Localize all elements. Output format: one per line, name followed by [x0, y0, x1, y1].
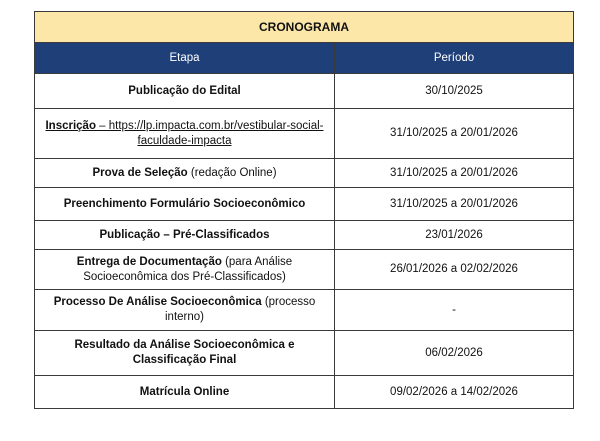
periodo-cell: 06/02/2026	[335, 331, 574, 376]
table-row	[35, 74, 574, 109]
periodo-cell: 31/10/2025 a 20/01/2026	[335, 188, 574, 221]
etapa-detail: (para Análise Socioeconômica dos Pré-Classificados)	[83, 255, 293, 283]
table-row	[35, 159, 574, 188]
etapa-label: Processo De Análise Socioeconômica	[53, 296, 262, 308]
registration-link[interactable]: – https://lp.impacta.com.br/vestibular-social-faculdade-impacta	[95, 119, 324, 147]
etapa-cell	[35, 250, 335, 290]
table-row	[35, 250, 574, 290]
etapa-label: Publicação do Edital	[128, 84, 241, 97]
etapa-label: Matrícula Online	[139, 385, 230, 398]
etapa-cell	[35, 159, 335, 188]
etapa-cell	[35, 290, 335, 331]
etapa-cell	[35, 188, 335, 221]
etapa-label: Preenchimento Formulário Socioeconômico	[63, 197, 306, 210]
periodo-cell: -	[335, 290, 574, 331]
etapa-cell	[35, 331, 335, 376]
periodo-cell: 23/01/2026	[335, 221, 574, 250]
schedule-table	[34, 11, 574, 409]
etapa-label: Entrega de Documentação	[76, 255, 222, 268]
table-title-row	[35, 12, 574, 43]
table-row	[35, 331, 574, 376]
etapa-label: Resultado da Análise Socioeconômica e Classificação Final	[74, 339, 295, 366]
table-title: CRONOGRAMA	[35, 12, 574, 43]
periodo-cell: 26/01/2026 a 02/02/2026	[335, 250, 574, 290]
table-row	[35, 290, 574, 331]
periodo-cell: 30/10/2025	[335, 74, 574, 109]
header-row	[35, 43, 574, 74]
etapa-cell	[35, 74, 335, 109]
header-periodo: Período	[335, 43, 574, 74]
etapa-cell	[35, 221, 335, 250]
table-row	[35, 376, 574, 409]
etapa-label: Inscrição	[45, 119, 96, 132]
periodo-cell: 09/02/2026 a 14/02/2026	[335, 376, 574, 409]
etapa-label: Publicação – Pré-Classificados	[99, 228, 270, 241]
table-row	[35, 188, 574, 221]
table-row	[35, 109, 574, 159]
periodo-cell: 31/10/2025 a 20/01/2026	[335, 109, 574, 159]
etapa-cell	[35, 376, 335, 409]
etapa-detail: (processo interno)	[165, 296, 316, 323]
table-row	[35, 221, 574, 250]
periodo-cell: 31/10/2025 a 20/01/2026	[335, 159, 574, 188]
etapa-detail: (redação Online)	[187, 166, 277, 179]
etapa-label: Prova de Seleção	[92, 166, 188, 179]
header-etapa: Etapa	[35, 43, 335, 74]
etapa-cell	[35, 109, 335, 159]
